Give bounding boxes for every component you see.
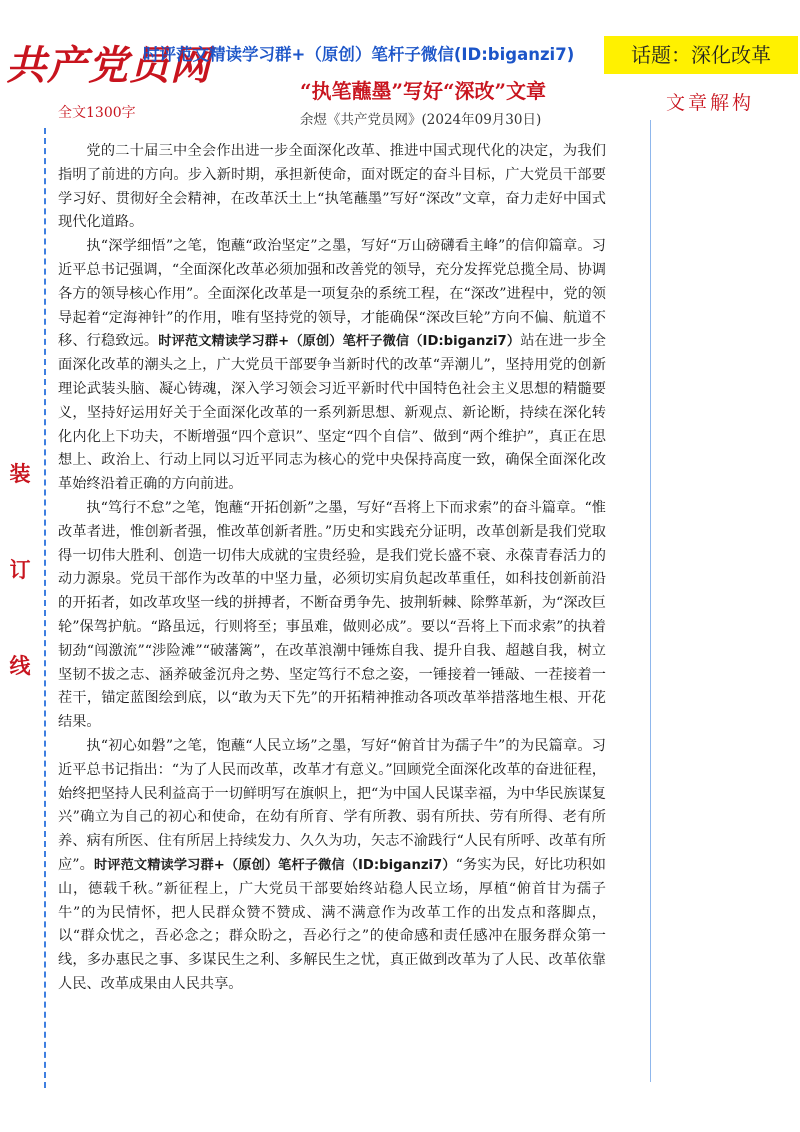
binding-char: 订 bbox=[9, 557, 31, 582]
article-title: “执笔蘸墨”写好“深改”文章 bbox=[300, 79, 547, 103]
byline: 余煜《共产党员网》(2024年09月30日) bbox=[300, 112, 542, 128]
paragraph-text: 党的二十届三中全会作出进一步全面深化改革、推进中国式现代化的决定，为我们指明了前进的方向。步入新时期，承担新使命，面对既定的奋斗目标，广大党员干部要学习好、贯彻好全会精神，在改革沃土上“执笔蘸墨”写好“深改”文章，奋力走好中国式现代化道路。 bbox=[58, 143, 606, 231]
paragraph-text: 执“初心如磐”之笔，饱蘸“人民立场”之墨，写好“俯首甘为孺子牛”的为民篇章。习近平总书记指出：“为了人民而改革，改革才有意义。”回顾党全面深化改革的奋进征程，始终把坚持人民利益高于一切鲜明写在旗帜上，把“为中国人民谋幸福，为中华民族谋复兴”确立为自己的初心和使命，在幼有所育、学有所教、弱有所扶、劳有所得、老有所养、病有所医、住有所居上持续发力、久久为功，矢志不渝践行“人民有所呼、改革有所应”。 bbox=[58, 737, 606, 873]
paragraph-text: 执“笃行不怠”之笔，饱蘸“开拓创新”之墨，写好“吾将上下而求索”的奋斗篇章。“惟改革者进，惟创新者强，惟改革创新者胜。”历史和实践充分证明，改革创新是我们党取得一切伟大胜利、创造一切伟大成就的宝贵经验，是我们党长盛不衰、永葆青春活力的动力源泉。党员干部作为改革的中坚力量，必须切实肩负起改革重任，如科技创新前沿的开拓者，如改革攻坚一线的拼搏者，不断奋勇争先、披荆斩棘、除弊革新，为“深改巨轮”保驾护航。“路虽远，行则将至；事虽难，做则必成”。要以“吾将上下而求索”的执着韧劲“闯激流”“涉险滩”“破藩篱”，在改革浪潮中锤炼自我、提升自我、超越自我，树立坚韧不拔之志、涵养破釜沉舟之势、坚定笃行不怠之姿，一锤接着一锤敲、一茬接着一茬干，锚定蓝图绘到底，以“敢为天下先”的开拓精神推动各项改革举措落地生根、开花结果。 bbox=[58, 499, 606, 731]
promo-inline: 时评范文精读学习群+（原创）笔杆子微信（ID:biganzi7） bbox=[158, 334, 521, 350]
topic-badge: 话题：深化改革 bbox=[604, 36, 798, 74]
binding-char: 线 bbox=[9, 653, 31, 678]
promo-inline: 时评范文精读学习群+（原创）笔杆子微信（ID:biganzi7） bbox=[94, 857, 456, 873]
article-paragraph bbox=[58, 735, 606, 997]
article-paragraph bbox=[58, 235, 606, 497]
paragraph-text: 执“深学细悟”之笔，饱蘸“政治坚定”之墨，写好“万山磅礴看主峰”的信仰篇章。习近平总书记强调，“全面深化改革必须加强和改善党的领导，充分发挥党总揽全局、协调各方的领导核心作用”。全面深化改革是一项复杂的系统工程，在“深改”进程中，党的领导起着“定海神针”的作用，唯有坚持党的领导，才能确保“深改巨轮”方向不偏、航道不移、行稳致远。 bbox=[58, 238, 606, 350]
paragraph-text: “务实为民，好比功积如山，德载千秋。”新征程上，广大党员干部要始终站稳人民立场，厚植“俯首甘为孺子牛”的为民情怀，把人民群众赞不赞成、满不满意作为改革工作的出发点和落脚点，以“群众忧之，吾必念之；群众盼之，吾必行之”的使命感和责任感冲在服务群众第一线，多办惠民之事、多谋民生之利、多解民生之忧，真正做到改革为了人民、改革依靠人民、改革成果由人民共享。 bbox=[58, 856, 606, 992]
word-count: 全文1300字 bbox=[58, 105, 136, 121]
paragraph-text: 站在进一步全面深化改革的潮头之上，广大党员干部要争当新时代的改革“弄潮儿”，坚持用党的创新理论武装头脑、凝心铸魂，深入学习领会习近平新时代中国特色社会主义思想的精髓要义，坚持好运用好关于全面深化改革的一系列新思想、新观点、新论断，持续在深化转化内化上下功夫，不断增强“四个意识”、坚定“四个自信”、做到“两个维护”，真正在思想上、政治上、行动上同以习近平同志为核心的党中央保持高度一致，确保全面深化改革始终沿着正确的方向前进。 bbox=[58, 333, 606, 493]
binding-char: 装 bbox=[9, 461, 31, 486]
article-body bbox=[58, 140, 606, 997]
binding-dashed-line bbox=[44, 128, 46, 1088]
promo-header: 时评范文精读学习群+（原创）笔杆子微信(ID:biganzi7) bbox=[143, 45, 575, 64]
right-margin-rule bbox=[650, 120, 651, 1082]
article-paragraph bbox=[58, 497, 606, 735]
article-paragraph bbox=[58, 140, 606, 235]
analysis-tag: 文章解构 bbox=[666, 92, 755, 114]
site-logo: 共产党员网 bbox=[6, 42, 211, 89]
